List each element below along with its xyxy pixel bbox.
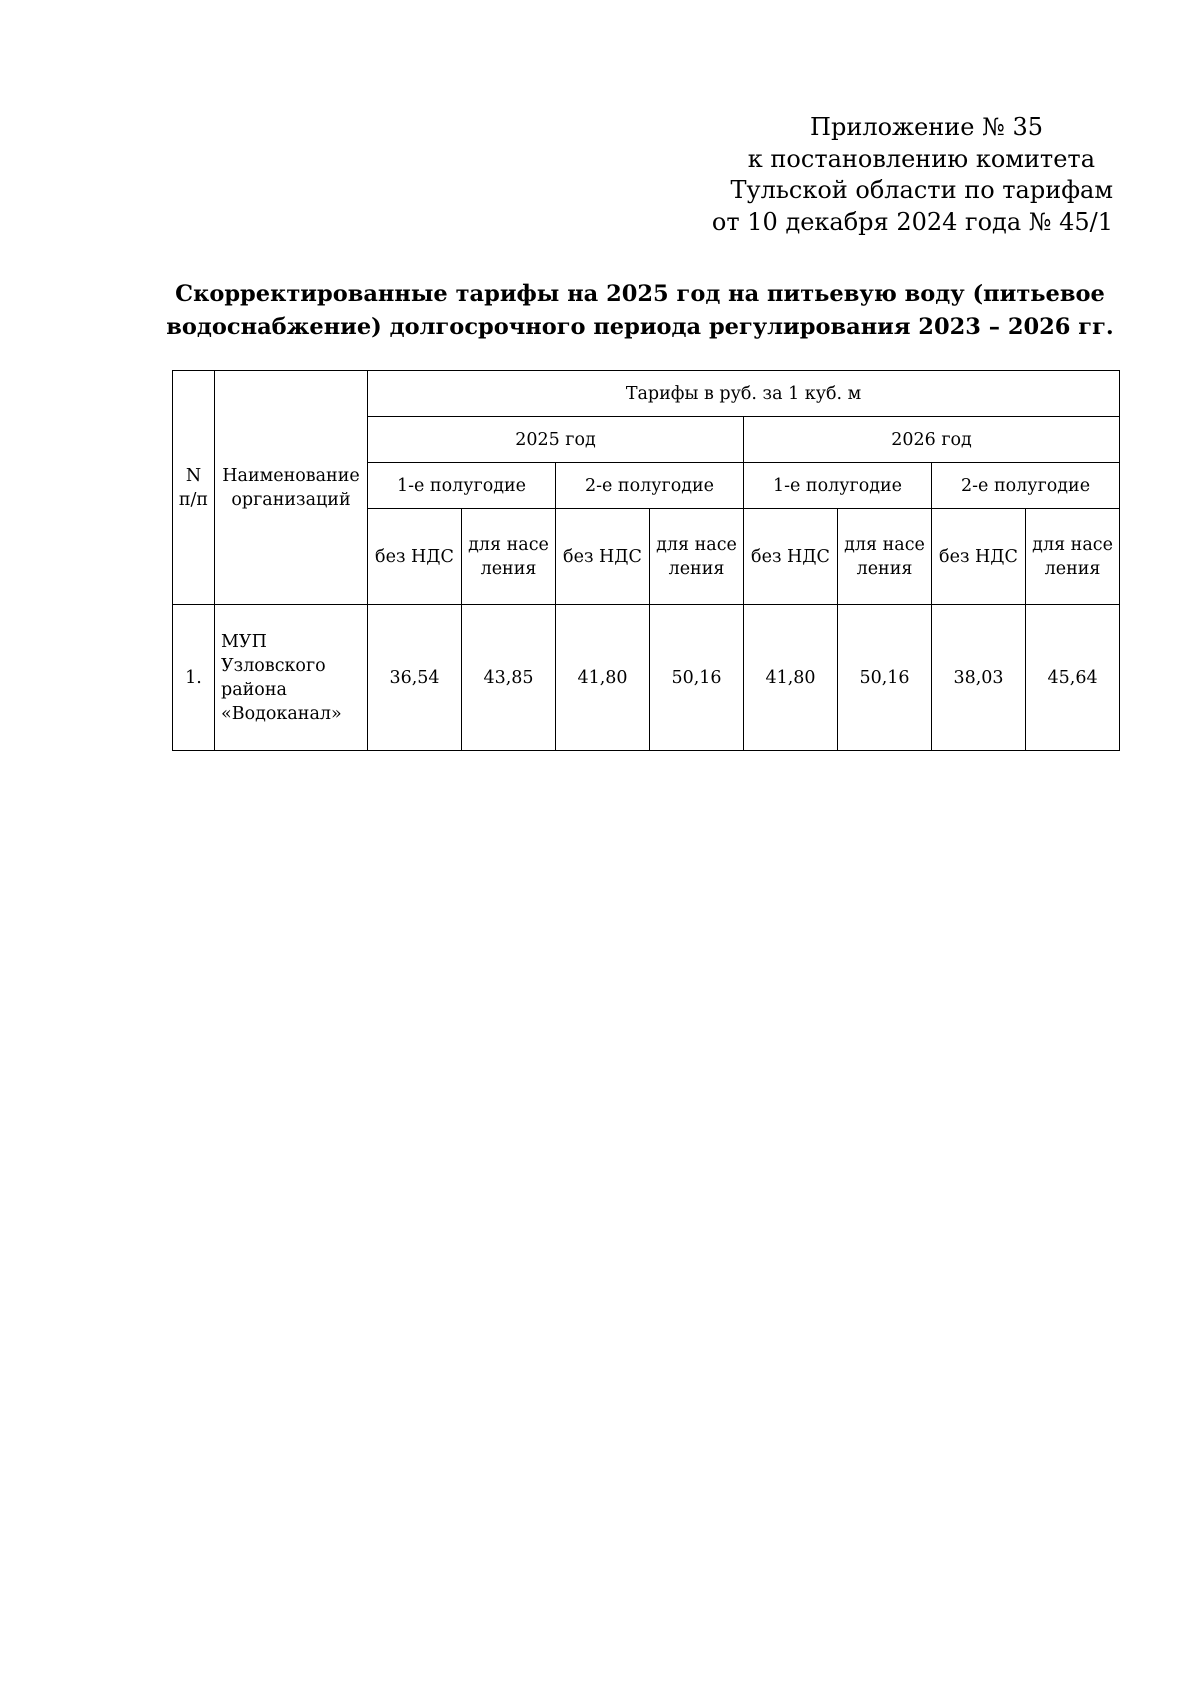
- row-value: 43,85: [462, 605, 556, 751]
- appendix-number: Приложение № 35: [810, 113, 1043, 141]
- header-sub-7: без НДС: [932, 509, 1026, 605]
- header-sub-4: для населения: [650, 509, 744, 605]
- header-sub-2: для населения: [462, 509, 556, 605]
- appendix-authority: Тульской области по тарифам: [730, 176, 1113, 204]
- header-organization: Наименование организаций: [215, 371, 368, 605]
- header-year-2026: 2026 год: [744, 417, 1120, 463]
- header-year-2025: 2025 год: [368, 417, 744, 463]
- row-value: 45,64: [1026, 605, 1120, 751]
- header-sub-8: для населения: [1026, 509, 1120, 605]
- row-value: 38,03: [932, 605, 1026, 751]
- header-half-1: 1-е полугодие: [368, 463, 556, 509]
- tariff-table: [172, 370, 1120, 751]
- title-line-1: Скорректированные тарифы на 2025 год на питьевую воду (питьевое: [175, 281, 1105, 307]
- row-value: 41,80: [744, 605, 838, 751]
- table-row: [173, 605, 1120, 751]
- header-sub-6: для населения: [838, 509, 932, 605]
- row-value: 36,54: [368, 605, 462, 751]
- appendix-date: от 10 декабря 2024 года № 45/1: [711, 207, 1113, 236]
- appendix-reference: к постановлению комитета: [747, 144, 1095, 173]
- row-value: 50,16: [650, 605, 744, 751]
- row-number: 1.: [173, 605, 215, 751]
- row-organization: МУП Узловского района «Водоканал»: [215, 605, 368, 751]
- header-half-2: 2-е полугодие: [556, 463, 744, 509]
- header-sub-5: без НДС: [744, 509, 838, 605]
- row-value: 50,16: [838, 605, 932, 751]
- header-half-4: 2-е полугодие: [932, 463, 1120, 509]
- header-half-3: 1-е полугодие: [744, 463, 932, 509]
- appendix-block: [513, 112, 1113, 238]
- header-sub-3: без НДС: [556, 509, 650, 605]
- header-sub-1: без НДС: [368, 509, 462, 605]
- title-line-2: водоснабжение) долгосрочного периода регулирования 2023 – 2026 гг.: [166, 314, 1114, 340]
- header-tariffs: Тарифы в руб. за 1 куб. м: [368, 371, 1120, 417]
- document-title: [160, 278, 1120, 344]
- row-value: 41,80: [556, 605, 650, 751]
- header-number: N п/п: [173, 371, 215, 605]
